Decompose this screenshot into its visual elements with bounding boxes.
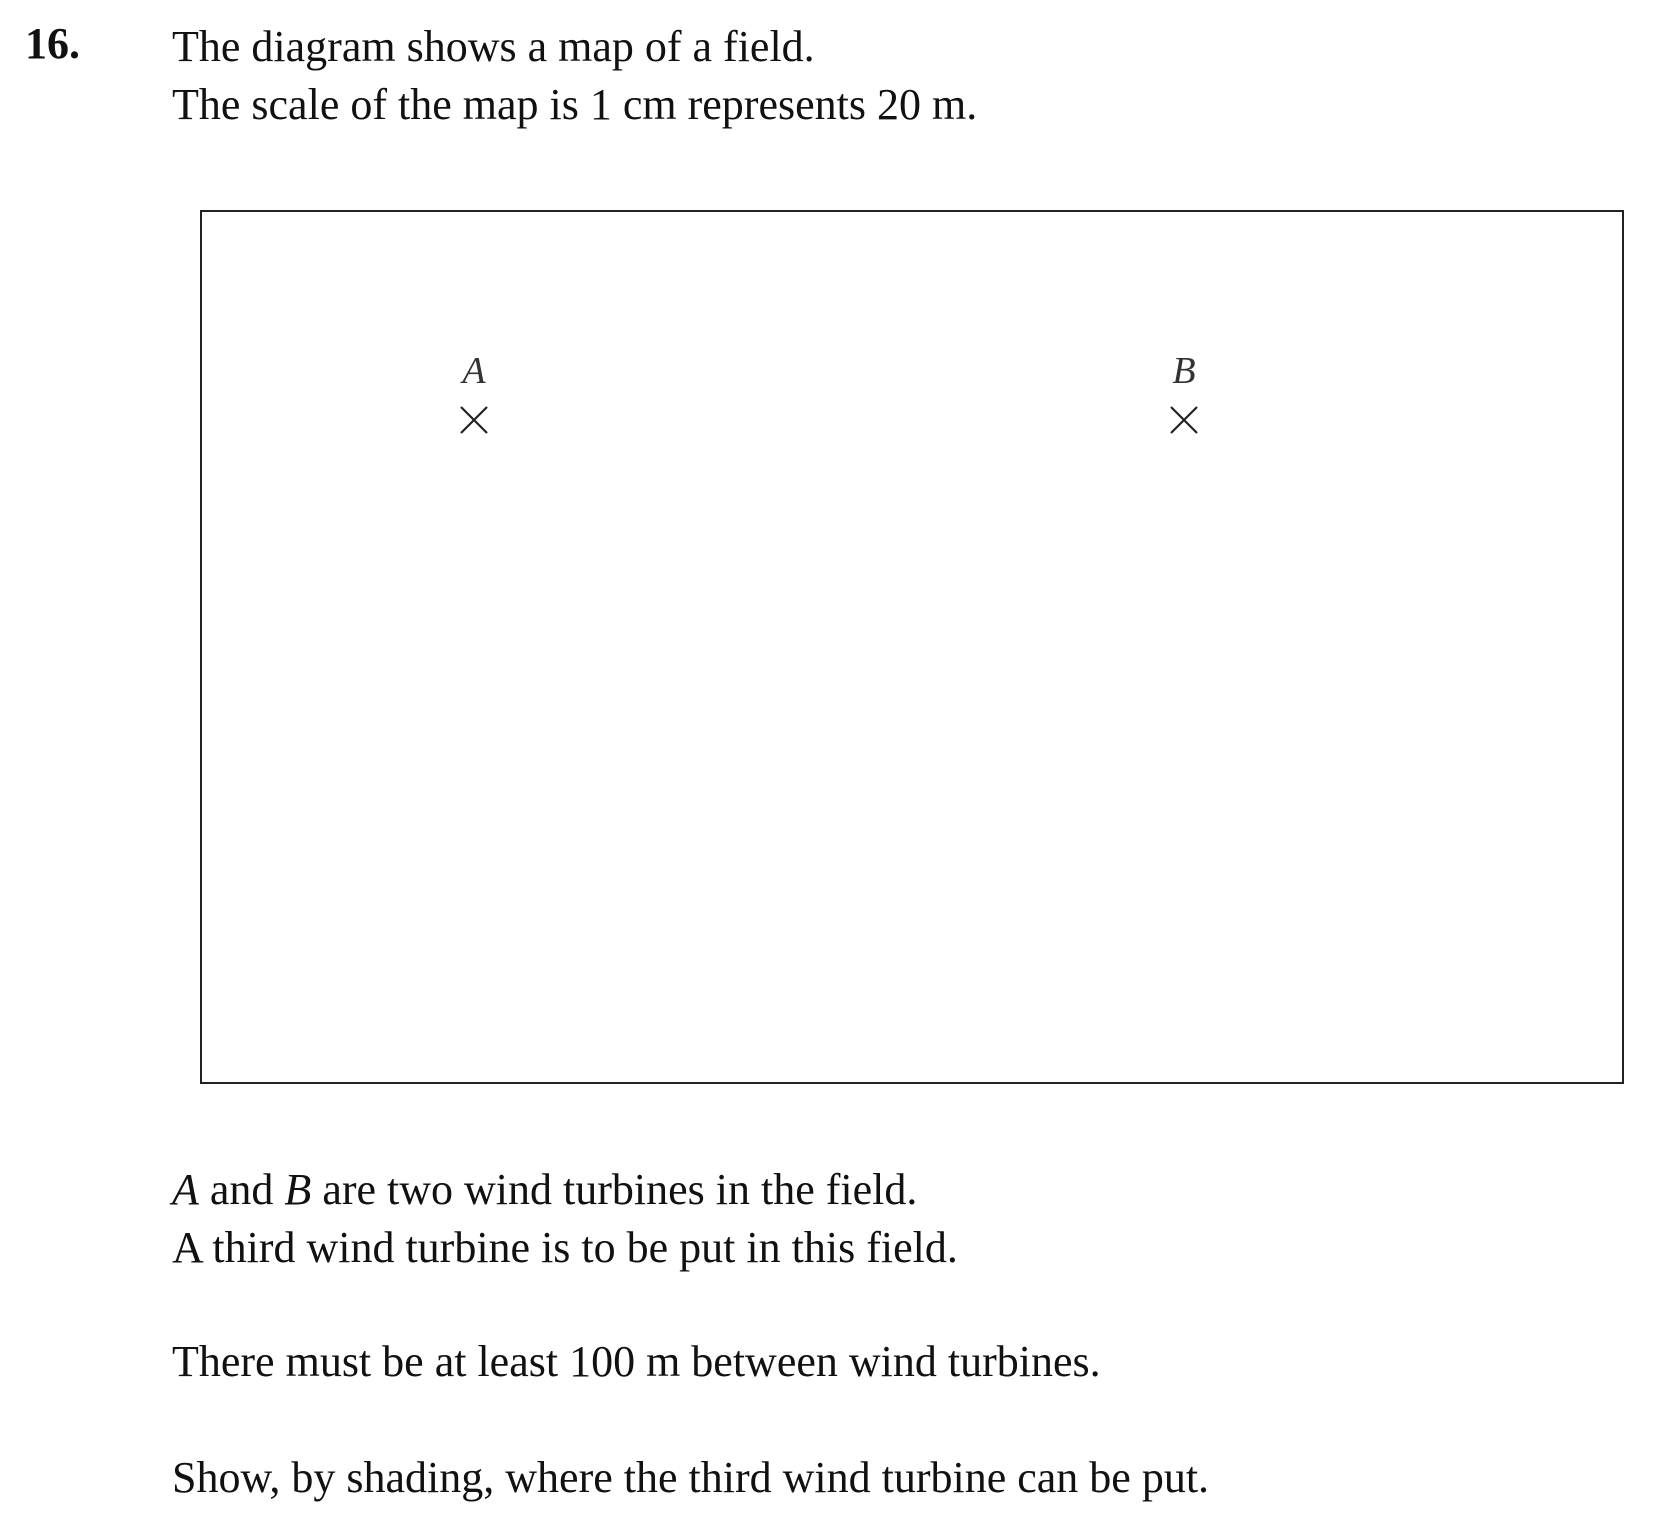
- body-line-2: A third wind turbine is to be put in this field.: [172, 1223, 958, 1272]
- turbine-b-label: B: [1172, 350, 1196, 392]
- point-b-ref: B: [284, 1165, 312, 1214]
- cross-icon: [458, 404, 490, 436]
- turbine-a-label: A: [462, 350, 486, 392]
- body-line-1-rest: are two wind turbines in the field.: [311, 1165, 918, 1214]
- field-map: [200, 210, 1624, 1084]
- intro-line-1: The diagram shows a map of a field.: [172, 22, 815, 71]
- body-line-4: Show, by shading, where the third wind turbine can be put.: [172, 1453, 1210, 1502]
- turbine-a: [454, 352, 514, 462]
- question-number: 16.: [25, 19, 80, 68]
- and-text: and: [198, 1165, 285, 1214]
- cross-icon: [1168, 404, 1200, 436]
- intro-line-2: The scale of the map is 1 cm represents 20 m.: [172, 80, 978, 129]
- point-a-ref: A: [172, 1165, 199, 1214]
- body-line-1: [172, 1165, 918, 1214]
- turbine-b: [1164, 352, 1224, 462]
- body-line-3: There must be at least 100 m between wind turbines.: [172, 1337, 1101, 1386]
